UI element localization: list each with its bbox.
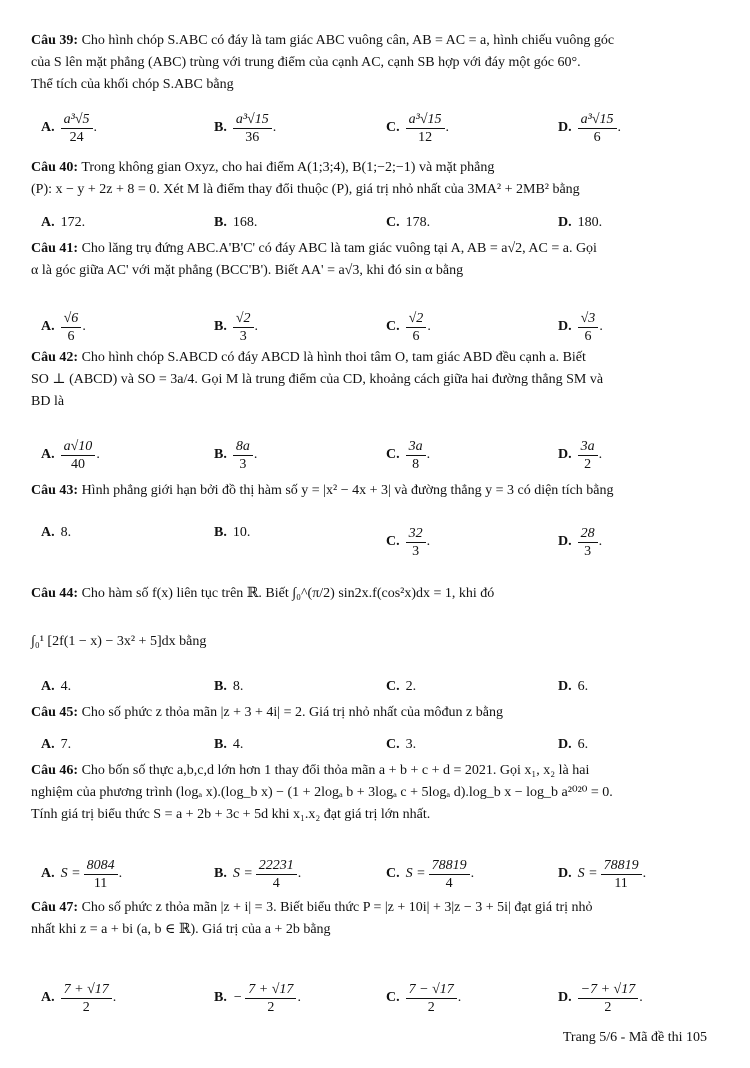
answer-option-d[interactable] (558, 978, 643, 1018)
option-label: D. (558, 990, 572, 1005)
option-fraction (578, 310, 599, 345)
answer-option-b[interactable] (214, 522, 250, 544)
answer-option-d[interactable] (558, 108, 621, 148)
question-line (31, 897, 721, 919)
question-q39 (31, 30, 721, 96)
option-label: C. (386, 679, 400, 694)
option-fraction (406, 525, 426, 560)
question-text: Cho số phức z thỏa mãn |z + i| = 3. Biết biểu thức P = |z + 10i| + 3|z − 3 + 5i| đạt giá trị nhỏ (81, 900, 593, 915)
option-period: . (297, 990, 301, 1005)
answer-option-c[interactable] (386, 676, 416, 698)
answer-options (31, 978, 721, 1018)
fraction-denominator: 6 (584, 328, 592, 344)
option-fraction (233, 310, 254, 345)
question-number: Câu 40: (31, 160, 79, 175)
option-value: 7. (60, 737, 72, 752)
fraction-numerator: √2 (406, 310, 427, 328)
fraction-numerator: 3a (406, 438, 426, 456)
option-period: . (93, 120, 98, 135)
question-number: Câu 42: (31, 350, 79, 365)
option-period: . (470, 866, 475, 881)
fraction-denominator: 11 (614, 875, 628, 891)
option-fraction (578, 111, 617, 146)
question-q46 (31, 760, 721, 826)
answer-option-a[interactable] (41, 307, 86, 347)
option-label: A. (41, 866, 55, 881)
answer-options (31, 854, 721, 894)
option-label: D. (558, 319, 572, 334)
question-number: Câu 39: (31, 33, 79, 48)
option-prefix: S = (577, 866, 598, 881)
question-q45 (31, 702, 721, 724)
option-label: A. (41, 525, 55, 540)
fraction-numerator: 3a (578, 438, 598, 456)
answer-option-a[interactable] (41, 734, 71, 756)
question-line (31, 804, 721, 826)
option-fraction (406, 111, 445, 146)
question-line (31, 760, 721, 782)
fraction-numerator: a√10 (61, 438, 96, 456)
question-number: Câu 47: (31, 900, 79, 915)
fraction-denominator: 6 (67, 328, 75, 344)
option-fraction (61, 111, 93, 146)
question-text: Tính giá trị biểu thức S = a + 2b + 3c + 5d khi x₁.x₂ đạt giá trị lớn nhất. (31, 807, 431, 822)
option-fraction (233, 111, 272, 146)
option-value: 178. (405, 215, 431, 230)
option-label: B. (214, 737, 227, 752)
option-period: . (426, 534, 431, 549)
answer-option-a[interactable] (41, 435, 100, 475)
option-label: C. (386, 215, 400, 230)
answer-option-c[interactable] (386, 307, 431, 347)
fraction-numerator: 7 − √17 (406, 981, 457, 999)
answer-option-b[interactable] (214, 854, 301, 894)
fraction-numerator: 8084 (84, 857, 118, 875)
option-label: C. (386, 319, 400, 334)
question-q41 (31, 238, 721, 282)
question-text: Cho lăng trụ đứng ABC.A'B'C' có đáy ABC là tam giác vuông tại A, AB = a√2, AC = a. Gọi (81, 241, 597, 256)
option-value: 8. (232, 679, 244, 694)
question-text: Cho hàm số f(x) liên tục trên ℝ. Biết ∫₀^(π/2) sin2x.f(cos²x)dx = 1, khi đó (81, 586, 495, 601)
option-label: D. (558, 866, 572, 881)
answer-option-b[interactable] (214, 734, 243, 756)
answer-option-d[interactable] (558, 522, 602, 562)
fraction-denominator: 2 (604, 999, 612, 1015)
option-fraction (406, 310, 427, 345)
fraction-numerator: 28 (578, 525, 598, 543)
option-fraction (578, 438, 598, 473)
answer-option-c[interactable] (386, 212, 430, 234)
option-fraction (233, 438, 253, 473)
fraction-denominator: 8 (412, 456, 420, 472)
option-label: A. (41, 319, 55, 334)
option-fraction (406, 438, 426, 473)
answer-option-b[interactable] (214, 978, 301, 1018)
option-value: 3. (405, 737, 417, 752)
answer-option-c[interactable] (386, 734, 416, 756)
fraction-denominator: 2 (584, 456, 592, 472)
question-text: Cho hình chóp S.ABCD có đáy ABCD là hình thoi tâm O, tam giác ABD đều cạnh a. Biết (81, 350, 586, 365)
question-text: Cho bốn số thực a,b,c,d lớn hơn 1 thay đổi thỏa mãn a + b + c + d = 2021. Gọi x₁, x₂ là hai (81, 763, 590, 778)
question-text: ∫₀¹ [2f(1 − x) − 3x² + 5]dx bằng (31, 634, 207, 649)
question-line (31, 260, 721, 282)
question-number: Câu 45: (31, 705, 79, 720)
option-value: 180. (577, 215, 603, 230)
question-line (31, 179, 721, 201)
option-label: A. (41, 215, 55, 230)
option-period: . (445, 120, 450, 135)
option-period: . (598, 534, 603, 549)
question-line (31, 347, 721, 369)
answer-option-d[interactable] (558, 734, 588, 756)
option-label: D. (558, 534, 572, 549)
option-period: . (426, 447, 431, 462)
fraction-numerator: 7 + √17 (61, 981, 112, 999)
option-fraction (578, 981, 639, 1016)
option-label: D. (558, 737, 572, 752)
option-label: B. (214, 447, 227, 462)
question-q42 (31, 347, 721, 413)
fraction-denominator: 2 (267, 999, 275, 1015)
answer-options (31, 307, 721, 347)
option-value: 10. (232, 525, 251, 540)
page-footer: Trang 5/6 - Mã đề thi 105 (562, 1030, 707, 1045)
option-label: A. (41, 447, 55, 462)
option-label: B. (214, 525, 227, 540)
fraction-numerator: a³√5 (61, 111, 93, 129)
answer-option-d[interactable] (558, 854, 646, 894)
option-fraction (256, 857, 297, 892)
option-period: . (96, 447, 100, 462)
option-label: C. (386, 120, 400, 135)
answer-options (31, 435, 721, 475)
option-period: . (617, 120, 622, 135)
question-text: SO ⊥ (ABCD) và SO = 3a/4. Gọi M là trung điểm của CD, khoảng cách giữa hai đường thẳng SM và (31, 372, 604, 387)
question-number: Câu 44: (31, 586, 79, 601)
question-line (31, 238, 721, 260)
option-fraction (406, 981, 457, 1016)
question-text: nhất khi z = a + bi (a, b ∈ ℝ). Giá trị của a + 2b bằng (31, 922, 331, 937)
option-period: . (112, 990, 117, 1005)
fraction-denominator: 6 (412, 328, 420, 344)
question-text: Trong không gian Oxyz, cho hai điểm A(1;3;4), B(1;−2;−1) và mặt phẳng (81, 160, 495, 175)
option-label: D. (558, 679, 572, 694)
option-label: C. (386, 866, 400, 881)
option-fraction (61, 310, 82, 345)
option-label: C. (386, 737, 400, 752)
option-label: B. (214, 866, 227, 881)
option-fraction (61, 438, 96, 473)
fraction-denominator: 12 (418, 129, 433, 145)
question-line (31, 369, 721, 391)
option-period: . (427, 319, 431, 334)
option-prefix: S = (405, 866, 426, 881)
fraction-numerator: √6 (61, 310, 82, 328)
answer-option-a[interactable] (41, 108, 97, 148)
fraction-denominator: 3 (239, 456, 247, 472)
option-value: 4. (60, 679, 72, 694)
fraction-numerator: √2 (233, 310, 254, 328)
answer-option-d[interactable] (558, 212, 602, 234)
option-label: A. (41, 120, 55, 135)
question-line (31, 631, 721, 653)
question-text: (P): x − y + 2z + 8 = 0. Xét M là điểm thay đổi thuộc (P), giá trị nhỏ nhất của 3MA² + 2MB² bằng (31, 182, 580, 197)
fraction-denominator: 4 (272, 875, 280, 891)
option-label: B. (214, 215, 227, 230)
question-text: Cho hình chóp S.ABC có đáy là tam giác ABC vuông cân, AB = AC = a, hình chiếu vuông góc (81, 33, 615, 48)
answer-option-b[interactable] (214, 212, 257, 234)
option-label: B. (214, 319, 227, 334)
answer-option-d[interactable] (558, 435, 602, 475)
fraction-denominator: 4 (445, 875, 453, 891)
option-label: A. (41, 737, 55, 752)
fraction-numerator: √3 (578, 310, 599, 328)
option-period: . (598, 447, 603, 462)
answer-option-a[interactable] (41, 978, 116, 1018)
option-prefix: S = (60, 866, 81, 881)
option-value: 8. (60, 525, 72, 540)
option-period: . (639, 990, 643, 1005)
option-fraction (84, 857, 118, 892)
option-fraction (61, 981, 112, 1016)
fraction-denominator: 2 (427, 999, 435, 1015)
answer-option-b[interactable] (214, 435, 257, 475)
question-text: BD là (31, 394, 65, 409)
option-period: . (457, 990, 462, 1005)
option-label: B. (214, 990, 227, 1005)
option-label: A. (41, 990, 55, 1005)
fraction-numerator: 32 (406, 525, 426, 543)
question-q47 (31, 897, 721, 941)
answer-option-b[interactable] (214, 108, 276, 148)
fraction-denominator: 2 (82, 999, 90, 1015)
answer-option-c[interactable] (386, 522, 430, 562)
option-period: . (272, 120, 277, 135)
question-text: Hình phẳng giới hạn bởi đồ thị hàm số y = |x² − 4x + 3| và đường thẳng y = 3 có diện tích bằng (81, 483, 614, 498)
option-label: B. (214, 120, 227, 135)
fraction-denominator: 40 (70, 456, 85, 472)
answer-option-c[interactable] (386, 108, 449, 148)
option-value: 6. (577, 737, 589, 752)
answer-option-d[interactable] (558, 676, 588, 698)
question-line (31, 919, 721, 941)
option-label: A. (41, 679, 55, 694)
option-value: 4. (232, 737, 244, 752)
question-text: α là góc giữa AC' với mặt phẳng (BCC'B'). Biết AA' = a√3, khi đó sin α bằng (31, 263, 464, 278)
question-text: nghiệm của phương trình (logₐ x).(log_b x) − (1 + 2logₐ b + 3logₐ c + 5logₐ d).log_b x − log_b a²⁰²⁰ = 0. (31, 785, 613, 800)
option-label: C. (386, 534, 400, 549)
fraction-denominator: 36 (245, 129, 260, 145)
option-fraction (429, 857, 470, 892)
fraction-denominator: 3 (239, 328, 247, 344)
option-period: . (599, 319, 603, 334)
question-q43 (31, 480, 721, 502)
answer-options (31, 108, 721, 148)
option-label: C. (386, 447, 400, 462)
question-line (31, 30, 721, 52)
fraction-numerator: a³√15 (233, 111, 272, 129)
option-period: . (253, 447, 258, 462)
fraction-denominator: 11 (93, 875, 108, 891)
option-period: . (82, 319, 86, 334)
option-period: . (118, 866, 123, 881)
fraction-numerator: a³√15 (406, 111, 445, 129)
question-line (31, 157, 721, 179)
fraction-numerator: 7 + √17 (245, 981, 296, 999)
answer-option-d[interactable] (558, 307, 603, 347)
option-fraction (578, 525, 598, 560)
option-fraction (245, 981, 296, 1016)
fraction-denominator: 3 (584, 543, 592, 559)
fraction-denominator: 24 (69, 129, 84, 145)
option-fraction (601, 857, 642, 892)
answer-option-c[interactable] (386, 854, 474, 894)
option-label: D. (558, 215, 572, 230)
fraction-numerator: 22231 (256, 857, 297, 875)
answer-option-a[interactable] (41, 676, 71, 698)
answer-option-b[interactable] (214, 676, 243, 698)
fraction-numerator: 78819 (429, 857, 470, 875)
question-number: Câu 43: (31, 483, 79, 498)
fraction-denominator: 6 (593, 129, 601, 145)
option-value: 6. (577, 679, 589, 694)
option-label: D. (558, 447, 572, 462)
question-line (31, 391, 721, 413)
question-text: Cho số phức z thỏa mãn |z + 3 + 4i| = 2. Giá trị nhỏ nhất của môđun z bằng (81, 705, 503, 720)
fraction-numerator: 8a (233, 438, 253, 456)
option-value: 168. (232, 215, 258, 230)
fraction-denominator: 3 (412, 543, 420, 559)
answer-option-a[interactable] (41, 522, 71, 544)
fraction-numerator: a³√15 (578, 111, 617, 129)
question-line (31, 702, 721, 724)
answer-option-c[interactable] (386, 978, 461, 1018)
option-label: C. (386, 990, 400, 1005)
question-text: của S lên mặt phẳng (ABC) trùng với trung điểm của cạnh AC, cạnh SB hợp với đáy một góc 60°. (31, 55, 581, 70)
option-prefix: − (232, 990, 243, 1005)
answer-option-c[interactable] (386, 435, 430, 475)
question-number: Câu 46: (31, 763, 79, 778)
question-line (31, 74, 721, 96)
question-line (31, 52, 721, 74)
question-q40 (31, 157, 721, 201)
answer-options (31, 522, 721, 562)
question-number: Câu 41: (31, 241, 79, 256)
fraction-numerator: −7 + √17 (578, 981, 639, 999)
question-q44 (31, 583, 721, 653)
question-text: Thể tích của khối chóp S.ABC bằng (31, 77, 234, 92)
option-label: B. (214, 679, 227, 694)
option-value: 172. (60, 215, 86, 230)
option-period: . (642, 866, 647, 881)
option-label: D. (558, 120, 572, 135)
question-line (31, 782, 721, 804)
fraction-numerator: 78819 (601, 857, 642, 875)
question-line (31, 583, 721, 605)
question-line (31, 480, 721, 502)
option-period: . (254, 319, 259, 334)
answer-option-a[interactable] (41, 212, 85, 234)
option-value: 2. (405, 679, 417, 694)
option-prefix: S = (232, 866, 253, 881)
answer-option-a[interactable] (41, 854, 122, 894)
answer-option-b[interactable] (214, 307, 258, 347)
option-period: . (297, 866, 302, 881)
